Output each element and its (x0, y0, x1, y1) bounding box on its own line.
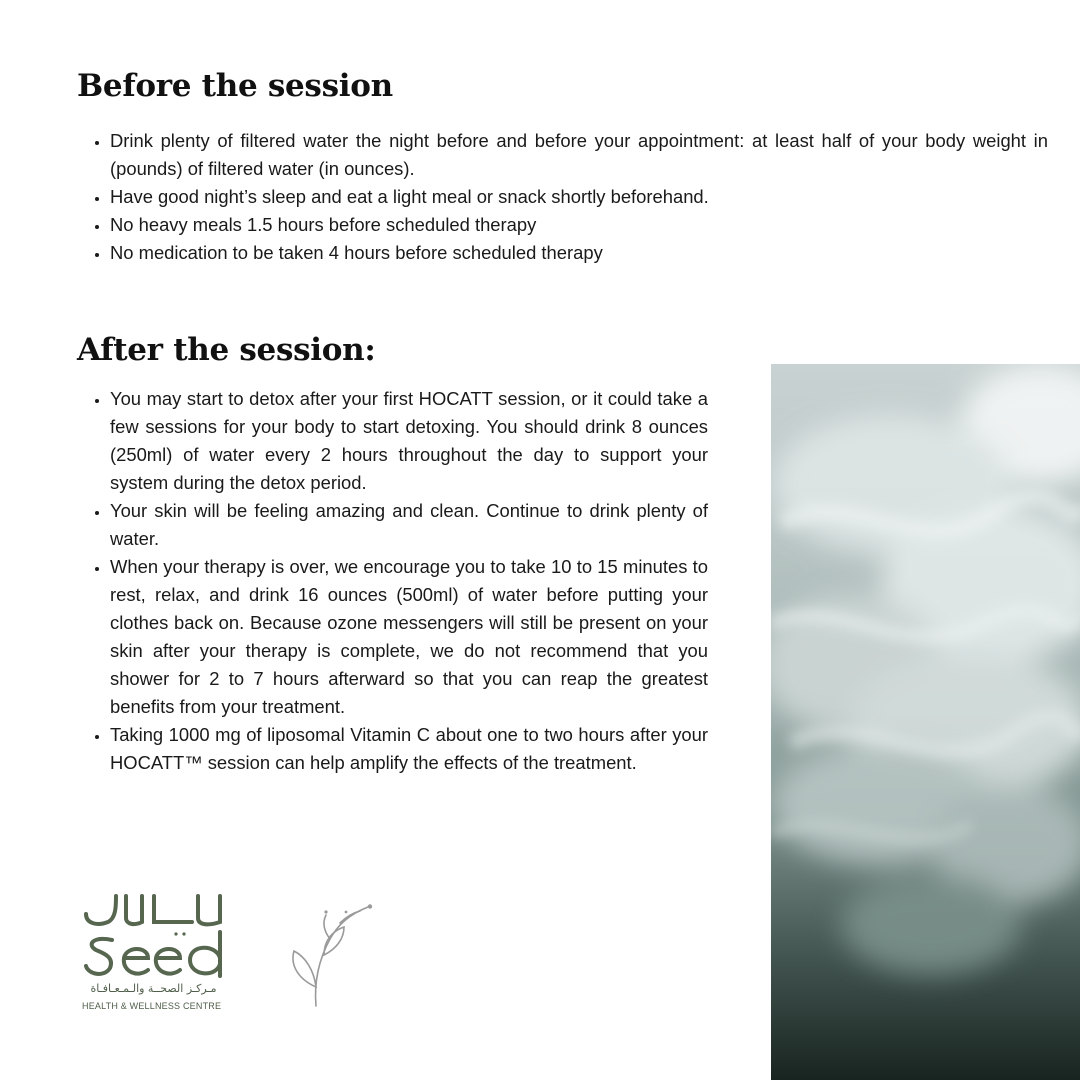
list-item: • Your skin will be feeling amazing and clean. Continue to drink plenty of water. (110, 497, 708, 553)
list-item: • Taking 1000 mg of liposomal Vitamin C about one to two hours after your HOCATT™ session can help amplify the effects of the treatment. (110, 721, 708, 777)
seed-logo-icon (82, 892, 232, 1017)
logo-tagline: HEALTH & WELLNESS CENTRE (82, 1001, 222, 1011)
logo-arabic-text: مـركـز الصحــة والـمـعـافـاة (90, 982, 217, 995)
after-session-list (77, 385, 708, 777)
sprout-icon (288, 903, 378, 1018)
list-item: • You may start to detox after your first HOCATT session, or it could take a few sessions for your body to start detoxing. You should drink 8 ounces (250ml) of water every 2 hours throughout the day to support your system during the detox period. (110, 385, 708, 497)
before-session-list (77, 127, 1048, 267)
list-item: • When your therapy is over, we encourage you to take 10 to 15 minutes to rest, relax, and drink 16 ounces (500ml) of water before putting your clothes back on. Because ozone messengers will still be present on your skin after your therapy is complete, we do not recommend that you shower for 2 to 7 hours afterward so that you can reap the greatest benefits from your treatment. (110, 553, 708, 721)
list-item: • Have good night’s sleep and eat a light meal or snack shortly beforehand. (110, 183, 1048, 211)
before-session-heading: Before the session (77, 68, 393, 104)
smoke-photo (771, 364, 1080, 1080)
after-session-heading: After the session: (77, 332, 376, 368)
list-item: • No heavy meals 1.5 hours before scheduled therapy (110, 211, 1048, 239)
list-item: • Drink plenty of filtered water the night before and before your appointment: at least half of your body weight in (pounds) of filtered water (in ounces). (110, 127, 1048, 183)
list-item: • No medication to be taken 4 hours before scheduled therapy (110, 239, 1048, 267)
